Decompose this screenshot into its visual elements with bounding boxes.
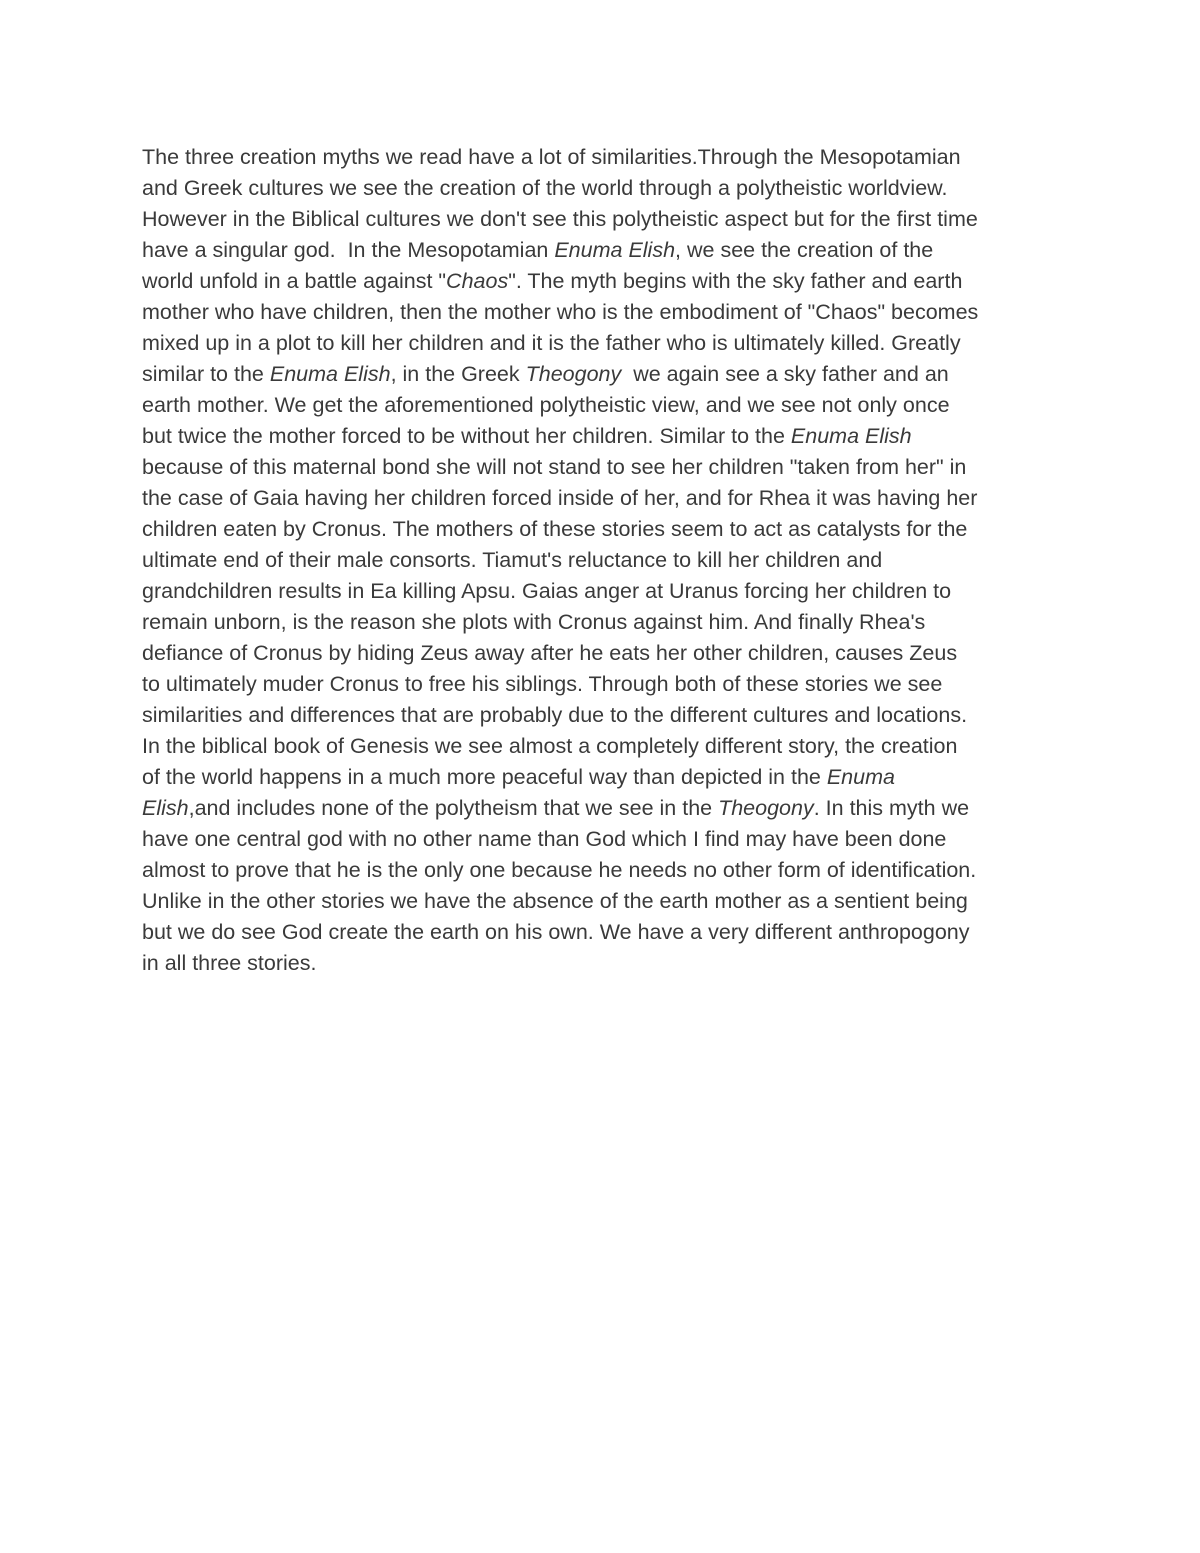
text-run: defiance of Cronus by hiding Zeus away after he eats her other children, causes Zeus <box>142 641 958 665</box>
text-run: earth mother. We get the aforementioned polytheistic view, and we see not only once <box>142 393 950 417</box>
essay-paragraph <box>142 142 1072 979</box>
paragraph-line <box>142 762 1072 793</box>
italic-title-text: Elish <box>142 796 189 820</box>
text-run: grandchildren results in Ea killing Apsu. Gaias anger at Uranus forcing her children to <box>142 579 952 603</box>
text-run: mother who have children, then the mother who is the embodiment of "Chaos" becomes <box>142 300 979 324</box>
text-run: we again see a sky father and an <box>621 362 949 386</box>
paragraph-line <box>142 948 1072 979</box>
paragraph-line <box>142 886 1072 917</box>
text-run: world unfold in a battle against " <box>142 269 447 293</box>
paragraph-line <box>142 142 1072 173</box>
italic-title-text: Enuma <box>826 765 895 789</box>
text-run: children eaten by Cronus. The mothers of these stories seem to act as catalysts for the <box>142 517 968 541</box>
paragraph-line <box>142 452 1072 483</box>
paragraph-line <box>142 855 1072 886</box>
text-run: However in the Biblical cultures we don't see this polytheistic aspect but for the first time <box>142 207 978 231</box>
text-run: but twice the mother forced to be without her children. Similar to the <box>142 424 791 448</box>
paragraph-line <box>142 793 1072 824</box>
text-run: to ultimately muder Cronus to free his siblings. Through both of these stories we see <box>142 672 943 696</box>
text-run: in all three stories. <box>142 951 317 975</box>
paragraph-line <box>142 514 1072 545</box>
paragraph-line <box>142 576 1072 607</box>
paragraph-line <box>142 266 1072 297</box>
text-run: ". The myth begins with the sky father and earth <box>508 269 963 293</box>
text-run: Unlike in the other stories we have the absence of the earth mother as a sentient being <box>142 889 968 913</box>
italic-title-text: Enuma Elish <box>269 362 391 386</box>
text-run: , we see the creation of the <box>675 238 934 262</box>
italic-title-text: Enuma Elish <box>554 238 676 262</box>
text-run: The three creation myths we read have a lot of similarities.Through the Mesopotamian <box>142 145 961 169</box>
text-run: ultimate end of their male consorts. Tiamut's reluctance to kill her children and <box>142 548 883 572</box>
paragraph-line <box>142 669 1072 700</box>
text-run: because of this maternal bond she will not stand to see her children "taken from her" in <box>142 455 967 479</box>
text-run: have a singular god. In the Mesopotamian <box>142 238 555 262</box>
text-run: the case of Gaia having her children forced inside of her, and for Rhea it was having her <box>142 486 978 510</box>
text-run: In the biblical book of Genesis we see almost a completely different story, the creation <box>142 734 958 758</box>
paragraph-line <box>142 235 1072 266</box>
text-run: have one central god with no other name than God which I find may have been done <box>142 827 947 851</box>
paragraph-line <box>142 917 1072 948</box>
text-run: of the world happens in a much more peaceful way than depicted in the <box>142 765 827 789</box>
paragraph-line <box>142 700 1072 731</box>
paragraph-line <box>142 731 1072 762</box>
paragraph-line <box>142 638 1072 669</box>
paragraph-line <box>142 421 1072 452</box>
text-run: . In this myth we <box>813 796 970 820</box>
paragraph-line <box>142 359 1072 390</box>
italic-title-text: Chaos <box>446 269 509 293</box>
text-run: almost to prove that he is the only one because he needs no other form of identification. <box>142 858 977 882</box>
paragraph-line <box>142 607 1072 638</box>
text-run: , in the Greek <box>390 362 526 386</box>
text-run: similarities and differences that are probably due to the different cultures and locations. <box>142 703 968 727</box>
italic-title-text: Theogony <box>718 796 814 820</box>
paragraph-line <box>142 328 1072 359</box>
paragraph-line <box>142 545 1072 576</box>
text-run: similar to the <box>142 362 270 386</box>
text-run: but we do see God create the earth on his own. We have a very different anthropogony <box>142 920 970 944</box>
text-run: mixed up in a plot to kill her children and it is the father who is ultimately killed. Greatly <box>142 331 961 355</box>
paragraph-line <box>142 204 1072 235</box>
italic-title-text: Enuma Elish <box>790 424 912 448</box>
text-run: ,and includes none of the polytheism that we see in the <box>188 796 719 820</box>
paragraph-line <box>142 824 1072 855</box>
italic-title-text: Theogony <box>525 362 622 386</box>
paragraph-line <box>142 173 1072 204</box>
paragraph-line <box>142 390 1072 421</box>
text-run: remain unborn, is the reason she plots with Cronus against him. And finally Rhea's <box>142 610 926 634</box>
text-run: and Greek cultures we see the creation of the world through a polytheistic worldview. <box>142 176 948 200</box>
paragraph-line <box>142 297 1072 328</box>
paragraph-line <box>142 483 1072 514</box>
